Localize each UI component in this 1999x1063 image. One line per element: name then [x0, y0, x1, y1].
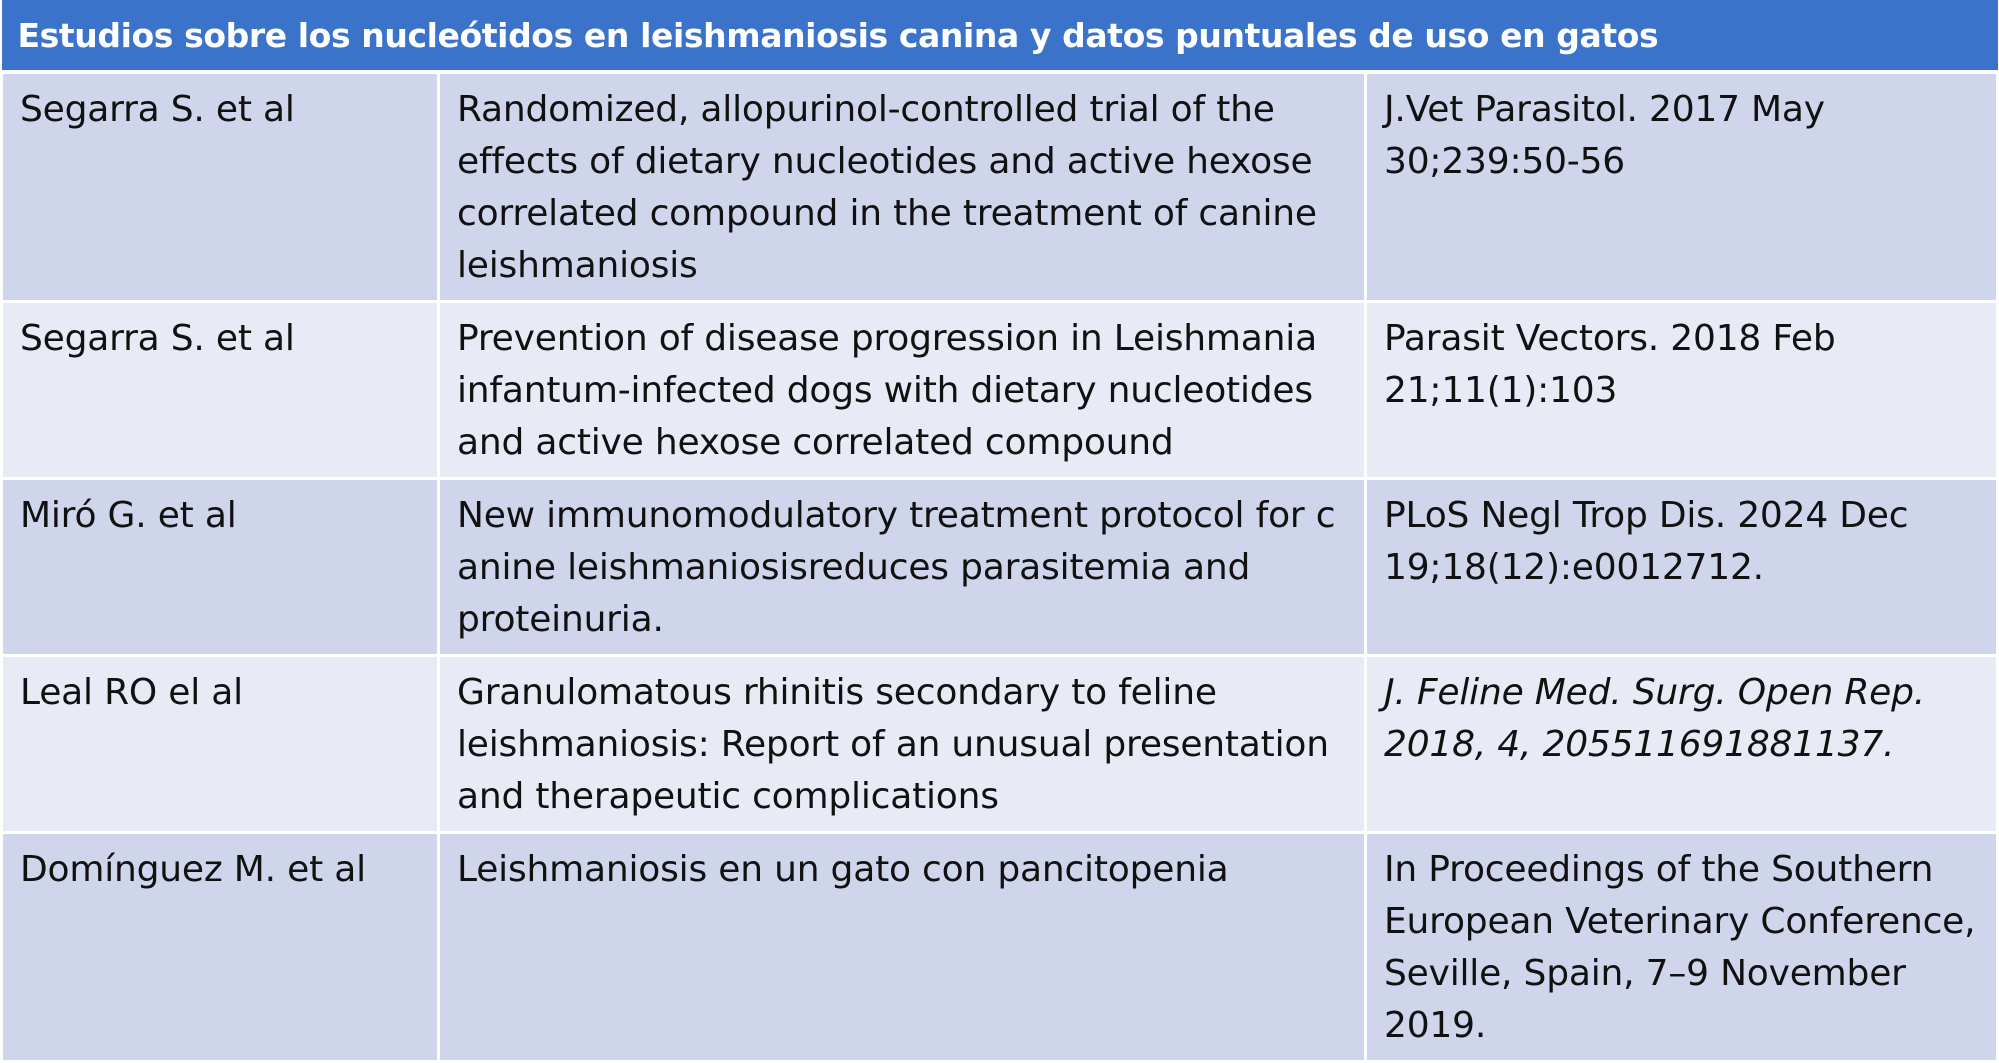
author-cell: Domínguez M. et al: [2, 833, 439, 1062]
title-cell: Prevention of disease progression in Leishmania infantum-infected dogs with dietary nucleotides and active hexose correlated compound: [439, 302, 1366, 479]
source-cell: Parasit Vectors. 2018 Feb 21;11(1):103: [1366, 302, 1998, 479]
author-cell: Segarra S. et al: [2, 302, 439, 479]
table-row: [2, 833, 1998, 1062]
title-cell: Randomized, allopurinol-controlled trial of the effects of dietary nucleotides and active hexose correlated compound in the treatment of canine leishmaniosis: [439, 72, 1366, 302]
author-cell: Segarra S. et al: [2, 72, 439, 302]
title-cell: Leishmaniosis en un gato con pancitopenia: [439, 833, 1366, 1062]
table-title: Estudios sobre los nucleótidos en leishmaniosis canina y datos puntuales de uso en gatos: [2, 0, 1998, 72]
table-row: [2, 656, 1998, 833]
title-cell: Granulomatous rhinitis secondary to feline leishmaniosis: Report of an unusual presentation and therapeutic complications: [439, 656, 1366, 833]
author-cell: Miró G. et al: [2, 479, 439, 656]
source-cell: J. Feline Med. Surg. Open Rep. 2018, 4, 205511691881137.: [1366, 656, 1998, 833]
table-row: [2, 302, 1998, 479]
table-row: [2, 479, 1998, 656]
source-cell: J.Vet Parasitol. 2017 May 30;239:50-56: [1366, 72, 1998, 302]
source-cell: In Proceedings of the Southern European Veterinary Conference, Seville, Spain, 7–9 November 2019.: [1366, 833, 1998, 1062]
table-header-row: [2, 0, 1998, 72]
author-cell: Leal RO el al: [2, 656, 439, 833]
source-cell: PLoS Negl Trop Dis. 2024 Dec 19;18(12):e0012712.: [1366, 479, 1998, 656]
title-cell: New immunomodulatory treatment protocol for c anine leishmaniosisreduces parasitemia and proteinuria.: [439, 479, 1366, 656]
table-row: [2, 72, 1998, 302]
